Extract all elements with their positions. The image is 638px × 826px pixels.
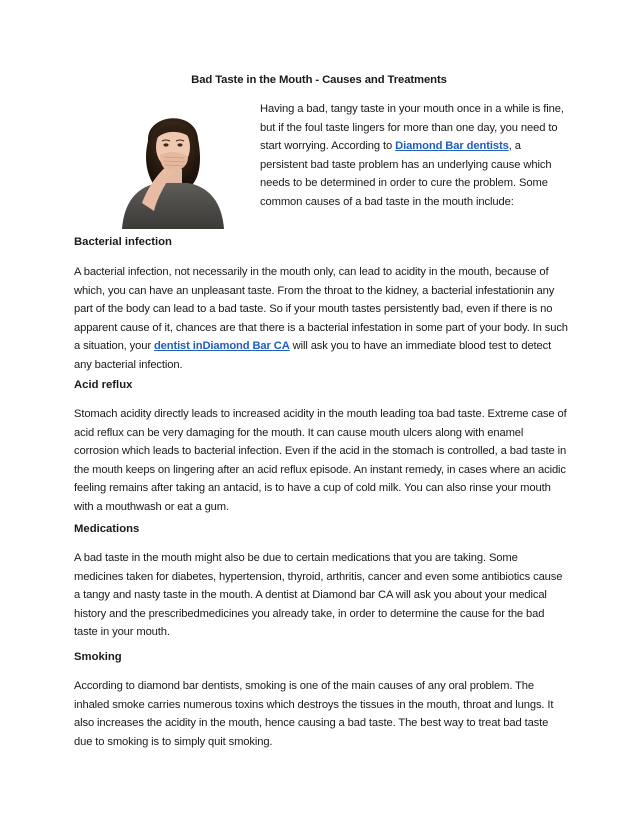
bacterial-text-start: A bacterial infection, not necessarily in the mouth only, can lead to acidity in the mouth, because of which, you can have an unpleasant taste. From the throat to the kidney, a bacterial infestationin any part of the body can lead to a bad taste. So if your mouth tastes persistently bad, even if there is no apparent cause of it, chances are that there is a bacterial infestation in some part of your body. In such a situation, your: [74, 266, 568, 353]
paragraph-bacterial-infection: [74, 263, 568, 375]
heading-bacterial-infection: Bacterial infection: [74, 236, 172, 248]
intro-text-start: Having a bad, tangy taste in your mouth once in a while is fine, but if the foul taste lingers for more than one day, you need to start worrying. According to: [260, 103, 564, 153]
paragraph-acid-reflux: Stomach acidity directly leads to increased acidity in the mouth leading toa bad taste. Extreme case of acid reflux can be very damaging for the mouth. It can cause mouth ulcers along with enamel corrosion which leads to bacterial infection. Even if the acid in the stomach is controlled, a bad taste in the mouth keeps on lingering after an acid reflux episode. An instant remedy, in cases where an acidic feeling remains after taking an antacid, is to have a cup of cold milk. You can also rinse your mouth with a mouthwash or eat a gum.: [74, 408, 567, 513]
paragraph-smoking: According to diamond bar dentists, smoking is one of the main causes of any oral problem. The inhaled smoke carries numerous toxins which destroys the tissues in the mouth, throat and lungs. It also increases the acidity in the mouth, hence causing a bad taste. The best way to treat bad taste due to smoking is to simply quit smoking.: [74, 680, 554, 748]
intro-text-end: , a persistent bad taste problem has an underlying cause which needs to be determined in order to cure the problem. Some common causes of a bad taste in the mouth include:: [260, 140, 552, 208]
document-title: Bad Taste in the Mouth - Causes and Treatments: [191, 74, 447, 86]
dentist-diamond-bar-link[interactable]: dentist inDiamond Bar CA: [153, 340, 290, 353]
heading-smoking: Smoking: [74, 651, 122, 663]
heading-acid-reflux: Acid reflux: [74, 379, 133, 391]
paragraph-medications: A bad taste in the mouth might also be due to certain medications that you are taking. Some medicines taken for diabetes, hypertension, thyroid, arthritis, cancer and even some antibiotics cause a tangy and nasty taste in the mouth. A dentist at Diamond bar CA will ask you about your medical history and the prescribedmedicines you already take, in order to determine the cause for the bad taste in your mouth.: [74, 552, 563, 639]
intro-paragraph: [260, 100, 570, 212]
woman-covering-mouth-photo: [118, 103, 226, 229]
heading-medications: Medications: [74, 523, 140, 535]
diamond-bar-dentists-link[interactable]: Diamond Bar dentists: [395, 140, 509, 153]
bacterial-text-end: will ask you to have an immediate blood test to detect any bacterial infection.: [74, 340, 552, 371]
